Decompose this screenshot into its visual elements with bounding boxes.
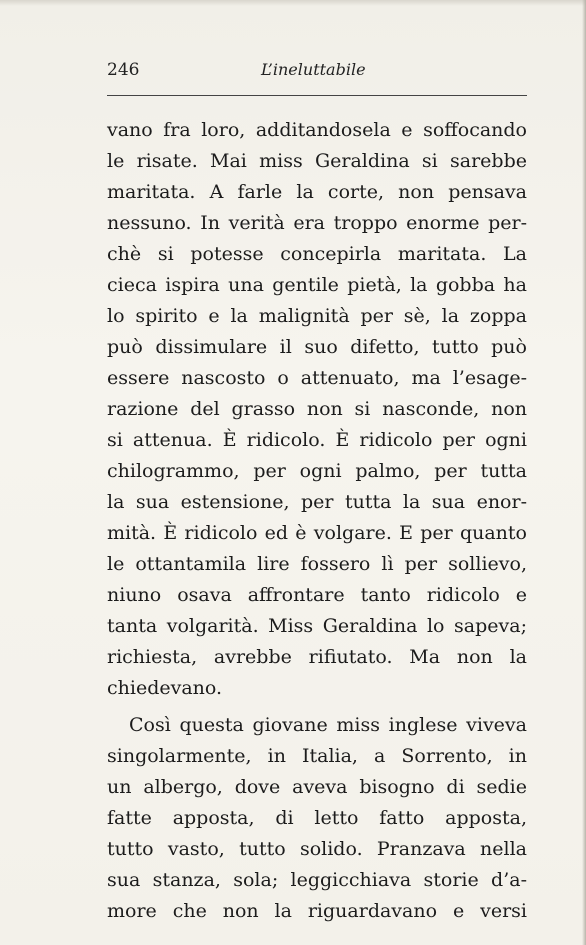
text-line: lo spirito e la malignità per sè, la zoppa: [107, 305, 527, 327]
text-line: può dissimulare il suo difetto, tutto può: [107, 336, 527, 358]
text-line: chè si potesse concepirla maritata. La: [107, 243, 527, 265]
text-line: nessuno. In verità era troppo enorme per-: [107, 212, 527, 234]
running-title: L’ineluttabile: [261, 60, 366, 79]
text-line: chiedevano.: [107, 677, 223, 699]
text-line: mità. È ridicolo ed è volgare. E per quanto: [107, 522, 527, 544]
text-line: chilogrammo, per ogni palmo, per tutta: [107, 460, 527, 482]
text-line: un albergo, dove aveva bisogno di sedie: [107, 776, 527, 798]
text-line: le ottantamila lire fossero lì per sollievo,: [107, 553, 527, 575]
text-line: more che non la riguardavano e versi: [107, 900, 527, 922]
text-line: richiesta, avrebbe rifiutato. Ma non la: [107, 646, 527, 668]
text-line: vano fra loro, additandosela e soffocando: [107, 119, 527, 141]
page-number: 246: [107, 60, 140, 80]
text-line: si attenua. È ridicolo. È ridicolo per ogni: [107, 429, 527, 451]
running-header: [107, 58, 527, 82]
paragraph-2: [107, 710, 527, 927]
body-text: [107, 115, 527, 927]
page-top-shadow: [0, 0, 586, 6]
text-line: essere nascosto o attenuato, ma l’esage-: [107, 367, 527, 389]
text-line: niuno osava affrontare tanto ridicolo e: [107, 584, 527, 606]
text-line: maritata. A farle la corte, non pensava: [107, 181, 527, 203]
text-line: fatte apposta, di letto fatto apposta,: [107, 807, 527, 829]
text-line: razione del grasso non si nasconde, non: [107, 398, 527, 420]
text-line: le risate. Mai miss Geraldina si sarebbe: [107, 150, 527, 172]
text-line: cieca ispira una gentile pietà, la gobba ha: [107, 274, 527, 296]
text-line: tutto vasto, tutto solido. Pranzava nella: [107, 838, 527, 860]
text-line: singolarmente, in Italia, a Sorrento, in: [107, 745, 527, 767]
header-rule: [107, 95, 527, 96]
text-line: la sua estensione, per tutta la sua enor-: [107, 491, 527, 513]
text-line: Così questa giovane miss inglese viveva: [129, 714, 527, 736]
text-line: sua stanza, sola; leggicchiava storie d’a-: [107, 869, 527, 891]
paragraph-1: [107, 115, 527, 704]
text-line: tanta volgarità. Miss Geraldina lo sapeva;: [107, 615, 527, 637]
page-right-edge: [582, 0, 586, 945]
